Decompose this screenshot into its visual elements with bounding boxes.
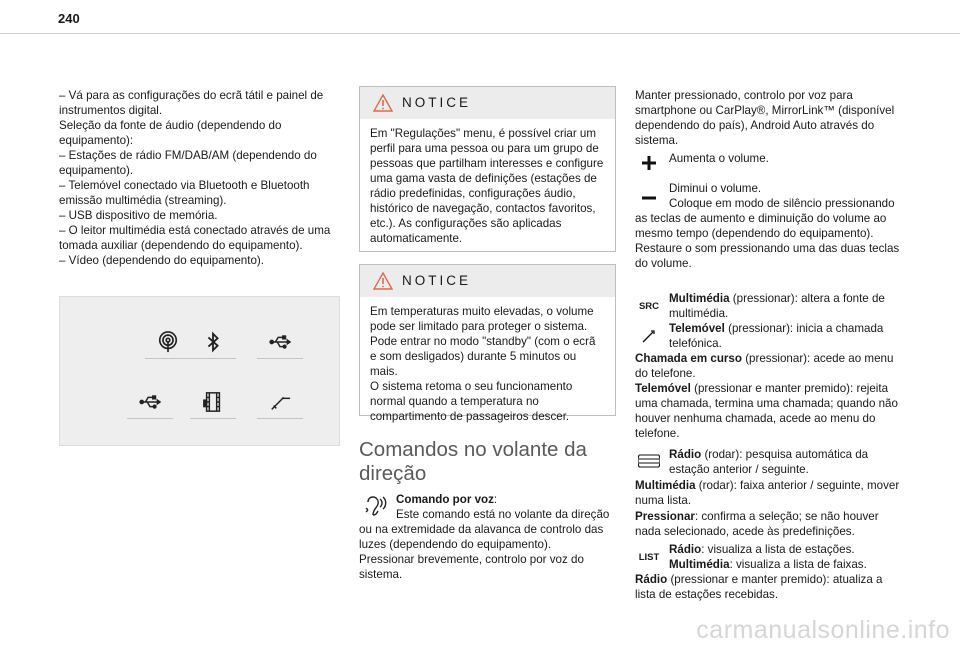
multimedia-rotate-text: [635, 478, 900, 508]
video-film-icon: [190, 385, 236, 419]
call-bold: Chamada em curso: [635, 352, 742, 365]
warning-triangle-icon: [373, 272, 393, 290]
voice-command-label: Comando por voz: [396, 493, 494, 506]
audio-source-icon-panel: [59, 296, 340, 446]
phone-handset-icon: [635, 327, 663, 345]
scroll-wheel-icon: [635, 452, 663, 470]
phone-hold-text: [635, 381, 900, 441]
notice-title: NOTICE: [402, 273, 472, 288]
watermark: carmanualsonline.info: [696, 616, 950, 644]
list-icon: LIST: [638, 551, 660, 563]
notice-box-temperature: [359, 264, 616, 423]
list-hold-bold: Rádio: [635, 573, 668, 586]
radio-rotate-bold: Rádio: [669, 448, 702, 461]
audio-source-text: [59, 88, 344, 268]
phone-bold: Telemóvel: [669, 322, 725, 335]
header-divider: [0, 33, 960, 34]
list-hold-text: [635, 572, 900, 602]
phone-hold-desc: (pressionar e manter premido): rejeita uma chamada, termina uma chamada; quando não houver nenhuma chamada, acede ao menu do telefone.: [635, 382, 898, 440]
radio-rotate-text: [669, 447, 900, 477]
press-bold: Pressionar: [635, 510, 695, 523]
plus-icon: [635, 154, 663, 172]
notice-title: NOTICE: [402, 95, 472, 110]
notice-body: Em "Regulações" menu, é possível criar um perfil para uma pessoa ou para um grupo de pessoas que partilham interesses e configure uma gama vasta de definições (estações de rádio predefinidas, configurações áudio, histórico de navegação, contactos favoritos, etc.). As configurações são aplicadas automaticamente.: [370, 127, 604, 245]
usb-icon: [127, 385, 173, 419]
notice-header: [360, 265, 615, 297]
aux-jack-icon: [257, 385, 303, 419]
volume-up-text: Aumenta o volume.: [669, 152, 769, 165]
list-multimedia-desc: : visualiza a lista de faixas.: [729, 558, 867, 571]
list-multimedia-text: [669, 557, 900, 572]
notice-box-profiles: [359, 86, 616, 252]
restore-paragraph: Restaure o som pressionando uma das duas teclas do volume.: [635, 242, 900, 270]
mute-paragraph: Coloque em modo de silêncio pressionando as teclas de aumento e diminuição do volume ao mesmo tempo (dependendo do equipamento).: [635, 197, 895, 240]
bluetooth-icon: [190, 325, 236, 359]
radio-rotate-desc: (rodar): pesquisa automática da estação anterior / seguinte.: [669, 448, 869, 476]
src-bold: Multimédia: [669, 292, 730, 305]
call-desc: (pressionar): acede ao menu do telefone.: [635, 352, 894, 380]
radio-wave-icon: [145, 325, 191, 359]
audio-source-paragraph: – Vá para as configurações do ecrã tátil e painel de instrumentos digital. Seleção da fonte de áudio (dependendo do equipamento): – Estações de rádio FM/DAB/AM (dependendo do equipamento). – Telemóvel conectado via Bluetooth e Bluetooth emissão multimédia (streaming). – USB dispositivo de memória. – O leitor multimédia está conectado através de uma tomada auxiliar (dependendo do equipamento). – Vídeo (dependendo do equipamento).: [59, 89, 331, 267]
list-radio-desc: : visualiza a lista de estações.: [701, 543, 855, 556]
multimedia-rotate-bold: Multimédia: [635, 479, 696, 492]
voice-line1: Este comando está no volante da direção ou na extremidade da alavanca de controlo das luzes (dependendo do equipamento).: [359, 508, 610, 551]
src-icon: SRC: [638, 300, 660, 312]
voice-command-text: [359, 492, 621, 582]
phone-text: [669, 321, 900, 351]
warning-triangle-icon: [373, 94, 393, 112]
section-title: Comandos no volante da direção: [359, 438, 587, 485]
volume-down-text: Diminui o volume.: [669, 182, 762, 195]
list-multimedia-bold: Multimédia: [669, 558, 730, 571]
list-hold-desc: (pressionar e manter premido): atualiza a lista de estações recebidas.: [635, 573, 883, 601]
src-desc: (pressionar): altera a fonte de multimédia.: [669, 292, 885, 320]
notice-body: Em temperaturas muito elevadas, o volume pode ser limitado para proteger o sistema. Pode entrar no modo "standby" (com o ecrã e som desligados) durante 5 minutos ou mais. O sistema retoma o seu funcionamento normal quando a temperatura no compartimento de passageiros descer.: [370, 305, 596, 423]
usb-icon: [257, 325, 303, 359]
multimedia-rotate-desc: (rodar): faixa anterior / seguinte, mover numa lista.: [635, 479, 900, 507]
notice-header: [360, 87, 615, 119]
phone-desc: (pressionar): inicia a chamada telefónica.: [669, 322, 884, 350]
steering-controls-text: [635, 88, 900, 148]
src-text: [669, 291, 900, 321]
press-desc: : confirma a seleção; se não houver nada selecionado, acede às predefinições.: [635, 510, 879, 538]
call-text: [635, 351, 900, 381]
press-text: [635, 509, 900, 539]
mute-text: [635, 196, 900, 271]
voice-colon: :: [493, 493, 498, 506]
voice-line2: Pressionar brevemente, controlo por voz do sistema.: [359, 553, 584, 581]
list-radio-text: [669, 542, 900, 557]
phone-hold-bold: Telemóvel: [635, 382, 691, 395]
list-radio-bold: Rádio: [669, 543, 702, 556]
page-number: 240: [58, 11, 80, 26]
voice-hold-text: Manter pressionado, controlo por voz para smartphone ou CarPlay®, MirrorLink™ (disponível dependendo do país), Android Auto através do sistema.: [635, 89, 895, 147]
